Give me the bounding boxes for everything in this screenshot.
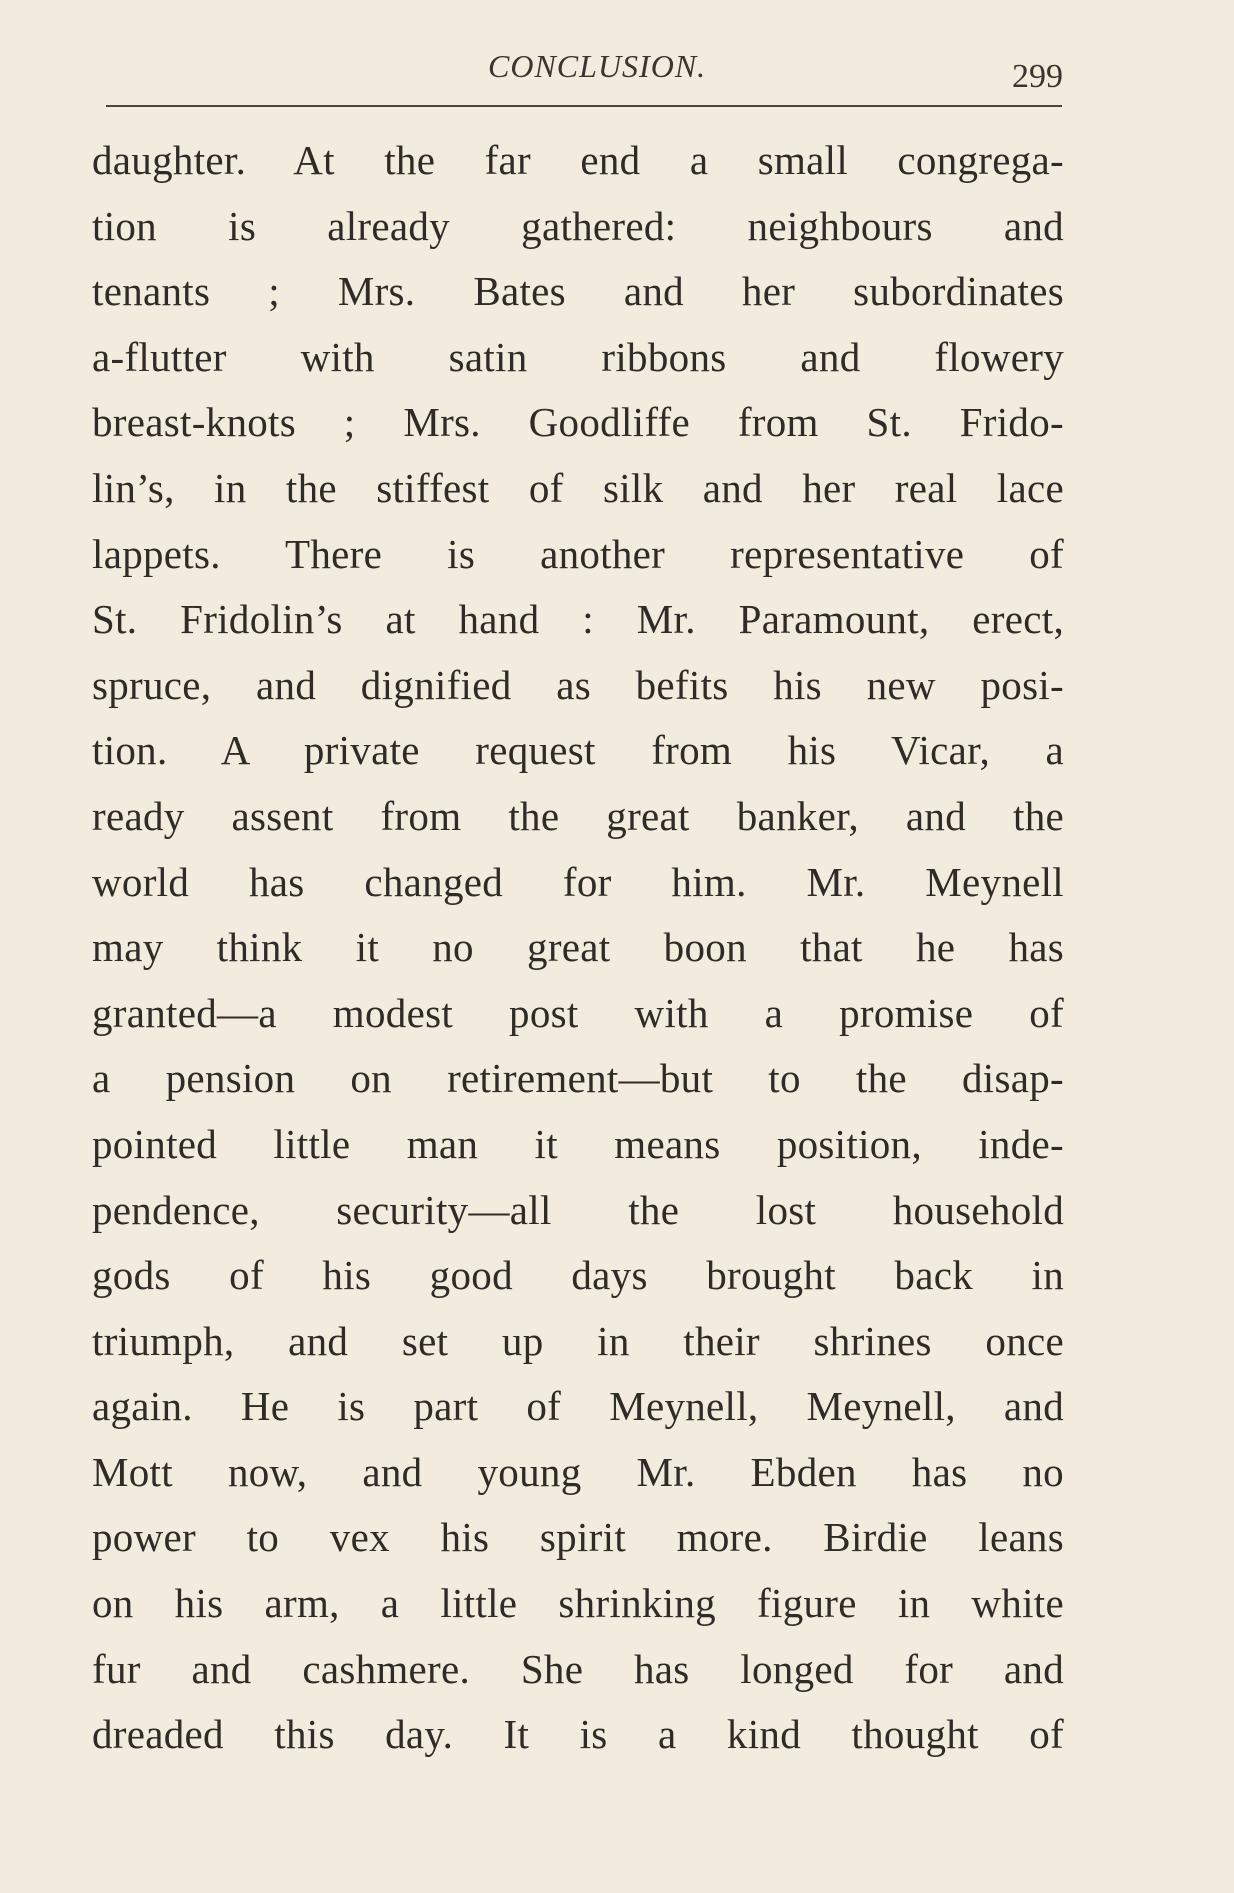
text-line: Mott now, and young Mr. Ebden has no	[92, 1448, 1064, 1495]
body-text	[92, 128, 1064, 1768]
text-line: granted—a modest post with a promise of	[92, 989, 1064, 1036]
running-title: CONCLUSION.	[488, 48, 707, 84]
text-line: triumph, and set up in their shrines once	[92, 1317, 1064, 1364]
text-line: spruce, and dignified as befits his new posi-	[92, 661, 1064, 708]
text-line: a pension on retirement—but to the disap-	[92, 1055, 1064, 1102]
text-line: pointed little man it means position, inde-	[92, 1120, 1064, 1167]
text-line: ready assent from the great banker, and the	[92, 792, 1064, 839]
text-line: lin’s, in the stiffest of silk and her real lace	[92, 464, 1064, 511]
text-line: tion is already gathered: neighbours and	[92, 202, 1064, 249]
running-head	[0, 48, 1234, 98]
text-line: again. He is part of Meynell, Meynell, and	[92, 1383, 1064, 1430]
text-line: world has changed for him. Mr. Meynell	[92, 858, 1064, 905]
text-line: may think it no great boon that he has	[92, 924, 1064, 971]
page-number: 299	[1012, 58, 1063, 95]
text-line: tion. A private request from his Vicar, a	[92, 727, 1064, 774]
text-line: St. Fridolin’s at hand : Mr. Paramount, erect,	[92, 596, 1064, 643]
text-line: on his arm, a little shrinking figure in white	[92, 1580, 1064, 1627]
text-line: daughter. At the far end a small congrega-	[92, 137, 1064, 183]
text-line: fur and cashmere. She has longed for and	[92, 1645, 1064, 1692]
text-line: breast-knots ; Mrs. Goodliffe from St. Frido-	[92, 399, 1064, 446]
header-rule	[106, 105, 1062, 107]
text-line: power to vex his spirit more. Birdie leans	[92, 1514, 1064, 1561]
text-line: tenants ; Mrs. Bates and her subordinates	[92, 268, 1064, 315]
text-line: gods of his good days brought back in	[92, 1252, 1064, 1299]
text-line: pendence, security—all the lost household	[92, 1186, 1064, 1233]
text-line: lappets. There is another representative of	[92, 530, 1064, 577]
text-line: dreaded this day. It is a kind thought of	[92, 1711, 1064, 1758]
text-line: a-flutter with satin ribbons and flowery	[92, 333, 1064, 380]
